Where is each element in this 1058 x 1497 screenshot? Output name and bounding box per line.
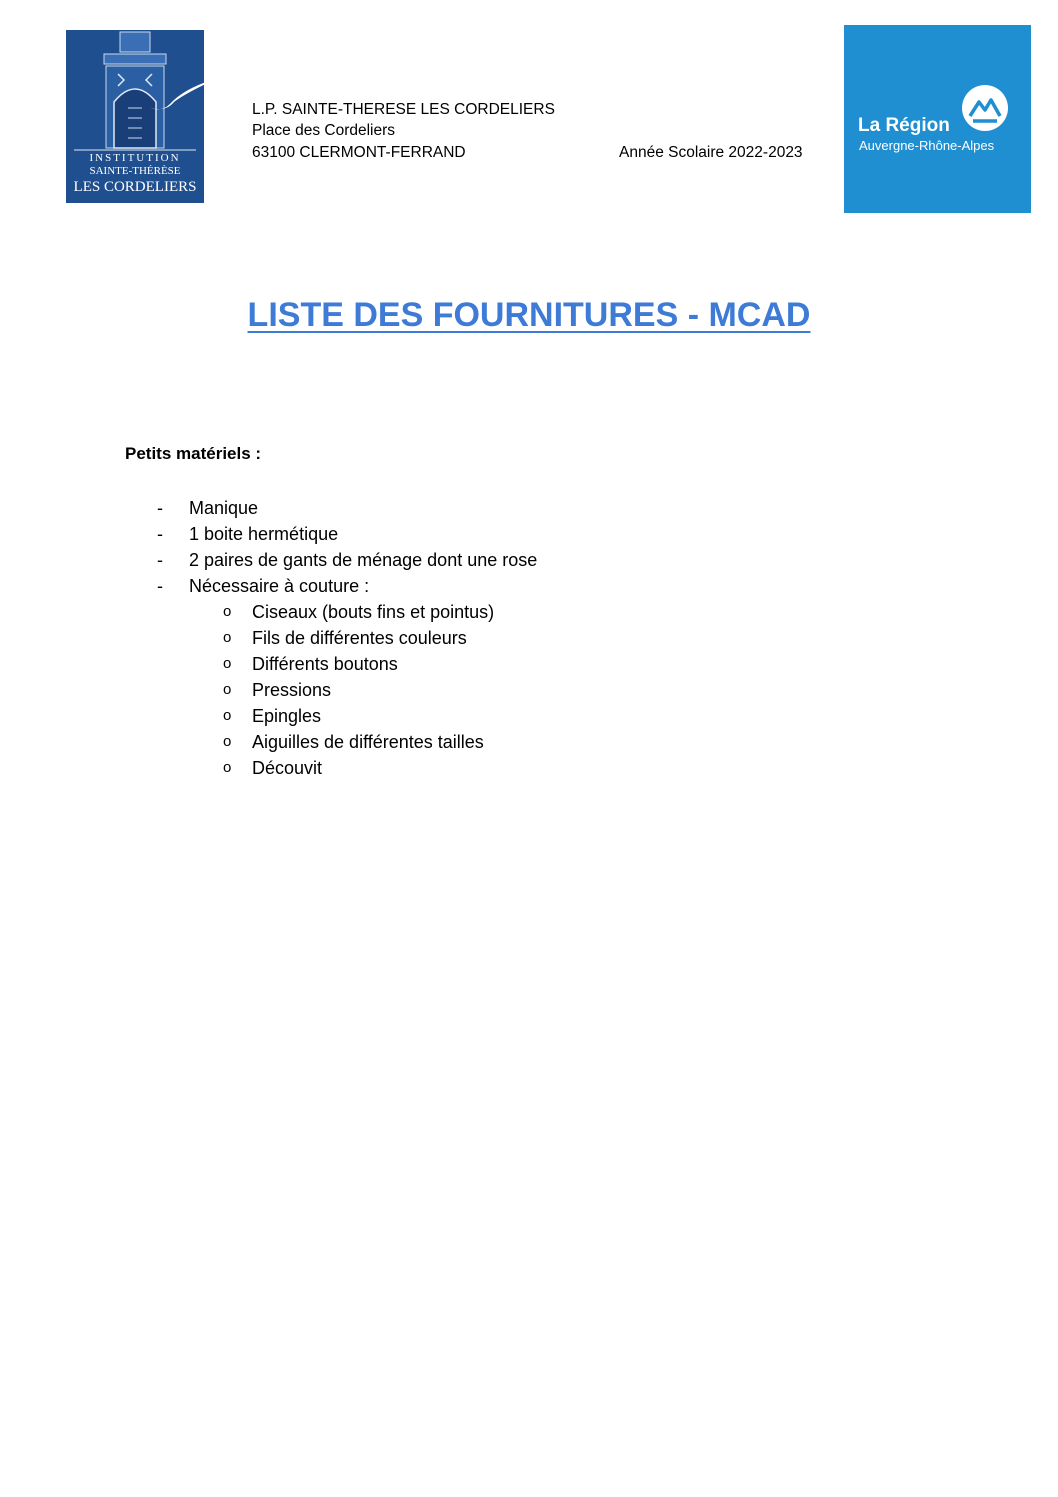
circle-bullet: o xyxy=(223,681,232,698)
list-item-label: Manique xyxy=(189,498,259,518)
region-subtitle: Auvergne-Rhône-Alpes xyxy=(859,138,995,153)
list-item-label: Nécessaire à couture : xyxy=(189,576,370,596)
logo-text-cordeliers: LES CORDELIERS xyxy=(73,179,197,195)
school-name: L.P. SAINTE-THERESE LES CORDELIERS xyxy=(252,101,555,118)
sublist-item-label: Pressions xyxy=(252,680,332,700)
dash-bullet: - xyxy=(157,498,163,518)
school-address: Place des Cordeliers xyxy=(252,122,396,139)
circle-bullet: o xyxy=(223,707,232,724)
sublist-item-label: Fils de différentes couleurs xyxy=(252,628,467,648)
region-name: La Région xyxy=(858,115,950,136)
circle-bullet: o xyxy=(223,655,232,672)
logo-text-sainte-therese: SAINTE-THÉRÈSE xyxy=(89,165,181,177)
section-heading: Petits matériels : xyxy=(125,444,262,463)
dash-bullet: - xyxy=(157,576,163,596)
circle-bullet: o xyxy=(223,759,232,776)
list-item-label: 1 boite hermétique xyxy=(189,524,339,544)
region-logo xyxy=(844,25,1031,213)
circle-bullet: o xyxy=(223,629,232,646)
school-year: Année Scolaire 2022-2023 xyxy=(619,144,803,161)
list-item-label: 2 paires de gants de ménage dont une rose xyxy=(189,550,538,570)
sublist-item-label: Différents boutons xyxy=(252,654,398,674)
sublist-item-label: Aiguilles de différentes tailles xyxy=(252,732,484,752)
sublist-item-label: Découvit xyxy=(252,758,323,778)
circle-bullet: o xyxy=(223,733,232,750)
page-title: LISTE DES FOURNITURES - MCAD xyxy=(247,296,811,334)
circle-bullet: o xyxy=(223,603,232,620)
logo-text-institution: INSTITUTION xyxy=(89,152,181,164)
institution-logo xyxy=(66,30,204,203)
institution-crest-icon xyxy=(66,30,204,203)
region-mountain-icon xyxy=(961,84,1009,132)
dash-bullet: - xyxy=(157,524,163,544)
school-city: 63100 CLERMONT-FERRAND xyxy=(252,144,466,161)
sublist-item-label: Ciseaux (bouts fins et pointus) xyxy=(252,602,495,622)
dash-bullet: - xyxy=(157,550,163,570)
sublist-item-label: Epingles xyxy=(252,706,322,726)
